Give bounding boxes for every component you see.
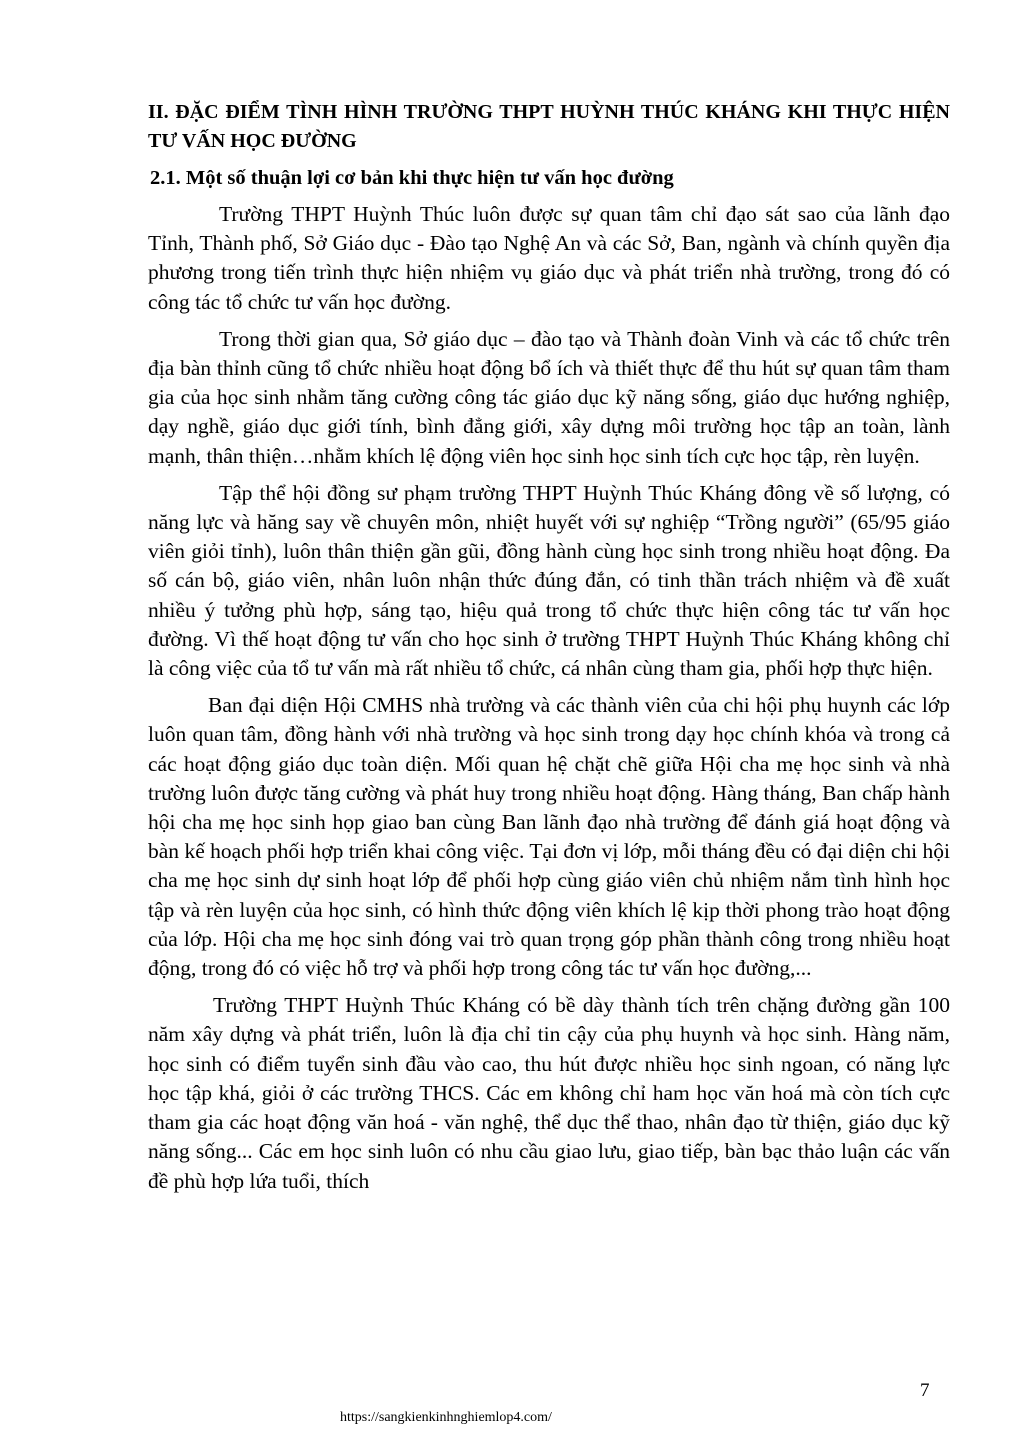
- subsection-heading: 2.1. Một số thuận lợi cơ bản khi thực hiện tư vấn học đường: [150, 167, 674, 189]
- paragraph-2: Trong thời gian qua, Sở giáo dục – đào tạo và Thành đoàn Vinh và các tổ chức trên địa bàn thỉnh cũng tổ chức nhiều hoạt động bổ ích và thiết thực để thu hút sự quan tâm tham gia của học sinh nhằm tăng cường công tác giáo dục kỹ năng sống, giáo dục hướng nghiệp, dạy nghề, giáo dục giới tính, bình đẳng giới, xây dựng môi trường học tập an toàn, lành mạnh, thân thiện…nhằm khích lệ động viên học sinh học sinh tích cực học tập, rèn luyện.: [148, 326, 950, 468]
- document-page: [148, 98, 950, 1196]
- paragraph-4: Ban đại diện Hội CMHS nhà trường và các thành viên của chi hội phụ huynh các lớp luôn quan tâm, đồng hành với nhà trường và học sinh trong dạy học chính khóa và trong cả các hoạt động giáo dục toàn diện. Mối quan hệ chặt chẽ giữa Hội cha mẹ học sinh và nhà trường luôn được tăng cường và phát huy trong nhiều hoạt động. Hàng tháng, Ban chấp hành hội cha mẹ học sinh họp giao ban cùng Ban lãnh đạo nhà trường để đánh giá hoạt động và bàn kế hoạch phối hợp triển khai công việc. Tại đơn vị lớp, mỗi tháng đều có đại diện chi hội cha mẹ học sinh dự sinh hoạt lớp để phối hợp cùng giáo viên chủ nhiệm nắm tình hình học tập và rèn luyện của học sinh, có hình thức động viên khích lệ kịp thời phong trào hoạt động của lớp. Hội cha mẹ học sinh đóng vai trò quan trọng góp phần thành công trong nhiều hoạt động, trong đó có việc hỗ trợ và phối hợp trong công tác tư vấn học đường,...: [148, 693, 950, 981]
- paragraph-3: Tập thể hội đồng sư phạm trường THPT Huỳnh Thúc Kháng đông về số lượng, có năng lực và hăng say về chuyên môn, nhiệt huyết với sự nghiệp “Trồng người” (65/95 giáo viên giỏi tỉnh), luôn thân thiện gần gũi, đồng hành cùng học sinh trong nhiều hoạt động. Đa số cán bộ, giáo viên, nhân luôn nhận thức đúng đắn, có tinh thần trách nhiệm và đề xuất nhiều ý tưởng phù hợp, sáng tạo, hiệu quả trong tổ chức thực hiện công tác tư vấn học đường. Vì thế hoạt động tư vấn cho học sinh ở trường THPT Huỳnh Thúc Kháng không chỉ là công việc của tổ tư vấn mà rất nhiều tổ chức, cá nhân cùng tham gia, phối hợp thực hiện.: [148, 480, 950, 681]
- paragraph-1: Trường THPT Huỳnh Thúc luôn được sự quan tâm chỉ đạo sát sao của lãnh đạo Tỉnh, Thành phố, Sở Giáo dục - Đào tạo Nghệ An và các Sở, Ban, ngành và chính quyền địa phương trong tiến trình thực hiện nhiệm vụ giáo dục và phát triển nhà trường, trong đó có công tác tổ chức tư vấn học đường.: [148, 202, 950, 314]
- paragraph-5: Trường THPT Huỳnh Thúc Kháng có bề dày thành tích trên chặng đường gần 100 năm xây dựng và phát triển, luôn là địa chỉ tin cậy của phụ huynh và học sinh. Hàng năm, học sinh có điểm tuyển sinh đầu vào cao, thu hút được nhiều học sinh ngoan, có năng lực học tập khá, giỏi ở các trường THCS. Các em không chỉ ham học văn hoá mà còn tích cực tham gia các hoạt động văn hoá - văn nghệ, thể dục thể thao, nhân đạo từ thiện, giáo dục kỹ năng sống... Các em học sinh luôn có nhu cầu giao lưu, giao tiếp, bàn bạc thảo luận các vấn đề phù hợp lứa tuổi, thích: [148, 993, 950, 1193]
- footer-url[interactable]: https://sangkienkinhnghiemlop4.com/: [340, 1410, 552, 1425]
- page-number: 7: [920, 1380, 930, 1401]
- section-heading: II. ĐẶC ĐIỂM TÌNH HÌNH TRƯỜNG THPT HUỲNH THÚC KHÁNG KHI THỰC HIỆN TƯ VẤN HỌC ĐƯỜNG: [148, 101, 950, 152]
